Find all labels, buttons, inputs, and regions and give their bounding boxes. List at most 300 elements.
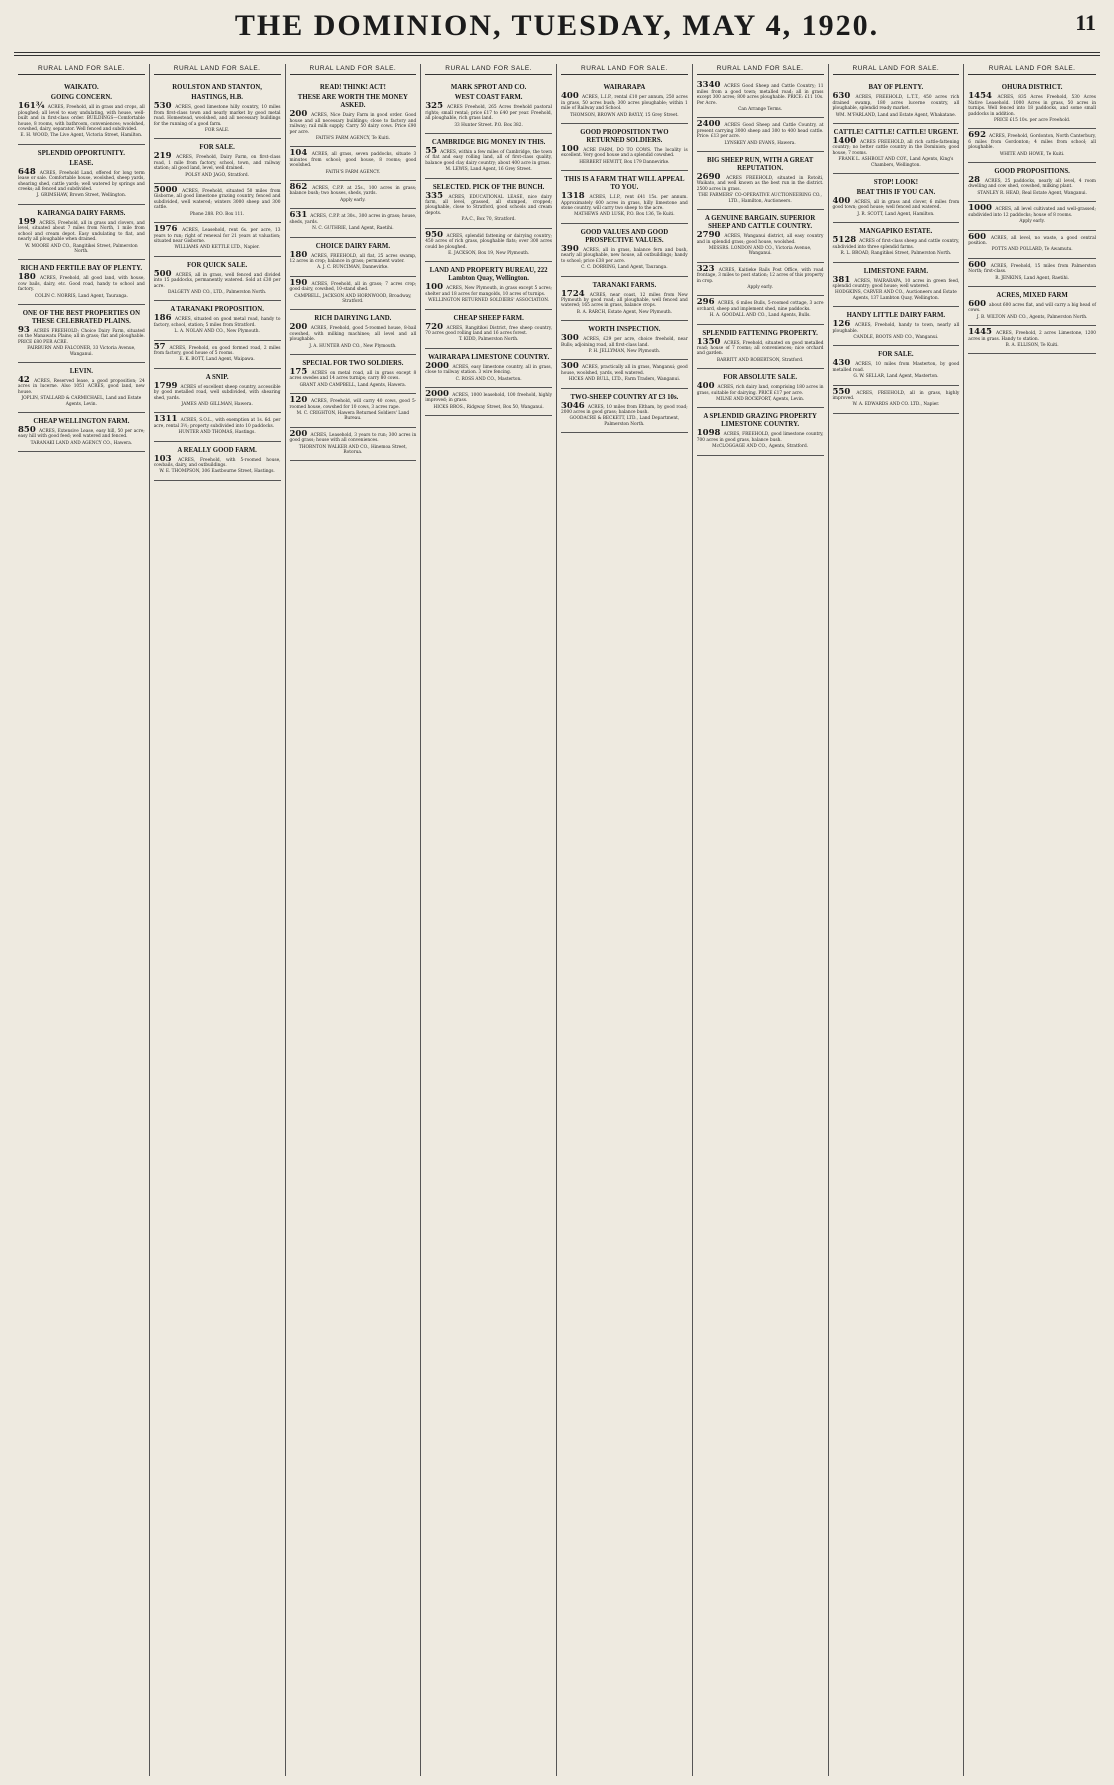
ad-heading: SPECIAL FOR TWO SOLDIERS. — [302, 359, 404, 367]
ad-body — [696, 172, 824, 192]
ad-body — [696, 230, 824, 245]
ad-body — [968, 130, 1097, 151]
ad-agent: J. GRIMSHAW, Brown Street, Wellington. — [36, 193, 127, 199]
ad-acreage: 323 — [696, 263, 719, 274]
ad-text: ACRES, WAIRARAPA, 10 acres in green feed, splendid country; good house; well watered. — [832, 278, 960, 289]
ad-body — [425, 101, 552, 122]
ad-agent: HODGKINS, CARVER AND CO., Auctioneers and Estate Agents, 137 Lambton Quay, Wellington. — [834, 290, 957, 301]
ad-acreage: 93 — [18, 324, 34, 335]
ad-acreage: 600 — [968, 231, 991, 242]
ad-agent: MATHEWS AND LUSK, P.O. Box 136, Te Kuiti. — [574, 212, 675, 218]
ad-acreage: 2400 — [696, 119, 725, 130]
classified-ad — [290, 181, 417, 209]
ad-acreage: 161¾ — [18, 101, 48, 112]
ad-agent: THOMSON, BROWN AND BAYLY, 15 Grey Street. — [570, 112, 679, 118]
classified-ad — [561, 360, 688, 388]
column-5 — [557, 64, 693, 1776]
ad-body — [289, 249, 417, 265]
ad-heading: ONE OF THE BEST PROPERTIES ON THESE CELEBRATED PLAINS. — [22, 309, 141, 325]
ad-body — [832, 319, 960, 334]
ad-heading: FOR SALE. — [199, 144, 235, 152]
ad-text: ACRES FREEHOLD; Choice Dairy Farm, situated on the Manawatu Plains; all in grass; flat and ploughable. PRICE £80 PER ACRE. — [18, 328, 145, 345]
ad-text: ACRES, 835 Acres Freehold, 530 Acres Native Leasehold. 1000 Acres in grass, 50 acres in turnips. Well fenced into 18 paddocks, and some small paddocks in addition. — [968, 95, 1096, 117]
ad-agent: P.A.C., Box 70, Stratford. — [461, 217, 516, 223]
ad-agent: J. A. HUNTER AND CO., New Plymouth. — [309, 343, 397, 349]
ad-agent: Phone 288. P.O. Box 111. — [189, 211, 245, 217]
ad-heading: WAIKATO. — [64, 84, 99, 92]
ad-heading: STOP! LOOK! — [873, 179, 918, 187]
ad-heading: KAIRANGA DAIRY FARMS. — [37, 209, 126, 217]
ad-acreage: 631 — [289, 210, 311, 221]
ad-acreage: 1098 — [696, 428, 724, 439]
column-1 — [14, 64, 150, 1776]
ad-agent: GOODACRE & BECKETT, LTD., Land Department, Palmerston North. — [569, 416, 680, 427]
ad-body — [289, 109, 417, 135]
ad-heading: GOOD PROPOSITION TWO RETURNED SOLDIERS. — [580, 129, 669, 145]
ad-body — [696, 263, 824, 284]
ad-text: ACRES of first-class sheep and cattle country, subdivided into three splendid farms. — [832, 239, 960, 250]
classified-ad — [18, 79, 145, 144]
classified-ad — [561, 79, 688, 124]
ad-body — [18, 272, 145, 293]
classified-ad — [18, 363, 145, 413]
ad-agent: WHITE AND HOWE, Te Kuiti. — [999, 151, 1065, 157]
ad-body — [696, 80, 824, 106]
ad-text: ACRES, FREEHOLD, all flat, 25 acres swamp, 12 acres in crop; balance in grass; permanent water. — [289, 253, 417, 264]
ad-acreage: 200 — [289, 322, 311, 333]
classified-ad — [290, 209, 417, 237]
ad-text: ACRES, Freehold, 15 miles from Palmerston North; first-class. — [968, 263, 1096, 275]
ad-heading: FOR ABSOLUTE SALE. — [723, 374, 798, 382]
ad-text: ACRES, Freehold, 2 acres Limestone, 1200 acres in grass. Handy to station. — [968, 331, 1096, 342]
ad-acreage: 28 — [968, 175, 985, 186]
ad-text: ACRES, Freehold, all good land, with house, cow bails, dairy, etc. Good road, handy to school and factory. — [18, 276, 145, 293]
column-header: RURAL LAND FOR SALE. — [425, 64, 552, 75]
ad-body — [425, 388, 552, 404]
classified-ad — [425, 310, 552, 349]
ad-text: ACRES, within a few miles of Cambridge, the town of flat and easy rolling land, all of first-class quality, balance good clay dairy country; about 400 acre in grass. — [425, 150, 552, 166]
ad-agent: R. JENKINS, Land Agent, Raetihi. — [995, 275, 1069, 281]
classified-ad — [561, 124, 688, 171]
ad-body — [153, 380, 281, 401]
ad-agent: W. A. EDWARDS AND CO. LTD., Napier. — [852, 402, 940, 408]
classified-ad — [833, 174, 960, 223]
ad-heading: RICH AND FERTILE BAY OF PLENTY. — [20, 265, 143, 273]
classified-ad — [697, 325, 824, 370]
classified-ad — [833, 346, 960, 385]
ad-heading: TARANAKI FARMS. — [592, 281, 657, 289]
ad-acreage: 120 — [289, 395, 312, 406]
ad-acreage: 126 — [832, 319, 855, 330]
classified-ad — [290, 310, 417, 355]
ad-acreage: 1454 — [968, 91, 998, 102]
ad-body — [968, 175, 1096, 190]
ad-agent: HUNTER AND THOMAS, Hastings. — [178, 430, 256, 436]
ad-text: ACRES, Extensive Lease, easy hill, 50 per acre; easy hill with good feed; well watered and fenced. — [18, 429, 145, 440]
ad-acreage: 296 — [696, 297, 718, 308]
classified-ad — [425, 388, 552, 416]
ad-heading: BAY OF PLENTY. — [868, 84, 924, 92]
ad-text: ACRE FARM, DO TO COWS. The locality is excellent. Very good house and a splendid cowshed. — [561, 148, 688, 159]
ad-acreage: 530 — [153, 101, 176, 112]
ad-text: ACRES, Freehold Land, offered for long term lease or sale. Comfortable house, woolshed, sheep yards, shearing shed, cattle yards; well watered by springs and creeks; all fenced and subdivided. — [18, 170, 145, 193]
ad-acreage: 850 — [18, 425, 40, 435]
ad-acreage: 430 — [832, 358, 856, 369]
classified-ad — [154, 257, 281, 302]
ad-text: ACRES, 10 miles from Eltham, by good road; 2000 acres in good grass; balance bush. — [561, 404, 688, 415]
ad-agent: J. R. SCOTT, Land Agent, Hamilton. — [857, 211, 935, 217]
ad-subheading: BEAT THIS IF YOU CAN. — [856, 189, 936, 197]
classified-ad — [697, 79, 824, 118]
ad-acreage: 400 — [561, 91, 583, 102]
ad-agent: E. JACKSON, Box 19, New Plymouth. — [448, 250, 530, 256]
ad-text: ACRES, Freehold, all in grass and clovers, and level, situated about 7 miles from North, 1 mile from school and cream depot. Easy undulating to flat, and nearly all ploughable when drained. — [18, 220, 145, 243]
ad-acreage: 500 — [153, 268, 176, 279]
classified-ad — [968, 231, 1096, 259]
ad-acreage: 1000 — [968, 203, 996, 214]
ad-agent: H. A. GOODALL AND CO., Land Agents, Bulls. — [709, 313, 811, 319]
ad-acreage: 100 — [425, 282, 447, 293]
ad-text: ACRES, Leasehold, 3 years to run; 300 acres in good grass; house with all conveniences. — [289, 432, 417, 444]
ad-agent: E. H. WOOD, The Live Agent, Victoria Street, Hamilton. — [20, 133, 143, 139]
ad-agent: M. C. CRIGHTON, Hawera Returned Soldiers' Land Bureau. — [296, 411, 410, 422]
classified-ad — [18, 413, 145, 452]
ad-text: about 600 acres flat, and will carry a big head of cows. — [968, 302, 1097, 314]
ad-body — [425, 360, 552, 376]
ad-body — [968, 91, 1096, 117]
ad-acreage: 186 — [153, 313, 176, 324]
ad-agent: L. A. NOLAN AND CO., New Plymouth. — [174, 329, 260, 335]
classified-ad — [561, 321, 688, 360]
column-6 — [693, 64, 829, 1776]
ad-acreage: 400 — [832, 196, 855, 207]
ad-acreage: 2690 — [696, 172, 727, 183]
ad-heading: FOR QUICK SALE. — [187, 261, 248, 269]
ad-acreage: 390 — [561, 243, 584, 254]
ad-subheading: HASTINGS, H.B. — [191, 94, 243, 102]
classified-ad — [18, 260, 145, 305]
ad-acreage: 57 — [153, 341, 170, 352]
ad-text: ACRES, situated on good metal road, handy to factory, school, station; 5 miles from Stratford. — [153, 317, 281, 328]
ad-body — [153, 151, 281, 172]
column-header: RURAL LAND FOR SALE. — [833, 64, 960, 75]
ad-acreage: 335 — [425, 190, 449, 201]
ad-text: ACRES, Nice Dairy Farm in good order. Good house and all necessary buildings; close to factory and railway; rail milk supply. Carry 50 dairy cows. Price £90 per acre. — [289, 113, 417, 135]
ad-agent: C. ROSS AND CO., Masterton. — [455, 376, 522, 382]
ad-text: ACRES, easy limestone country, all in grass, close to railway station. 3 wire fencing. — [425, 364, 552, 376]
ad-agent: CAMPBELL, JACKSON AND HORNWOOD, Broadway, Stratford. — [294, 293, 412, 304]
masthead-rule-2 — [14, 55, 1100, 56]
ad-agent: CANDLE, BOOTS AND CO., Wanganui. — [853, 334, 939, 340]
ad-agent: R. L. BROAD, Rangitikei Street, Palmerston North. — [840, 251, 952, 257]
column-header: RURAL LAND FOR SALE. — [290, 64, 417, 75]
ad-heading: FOR SALE. — [878, 351, 914, 359]
ad-agent: P. H. JELLYMAN, New Plymouth. — [588, 348, 661, 354]
ad-agent: A. J. C. RUNCIMAN, Dannevirke. — [317, 265, 389, 271]
newspaper-title: THE DOMINION, TUESDAY, MAY 4, 1920. — [234, 9, 880, 42]
ad-heading: ACRES, MIXED FARM — [996, 291, 1068, 299]
ad-body — [153, 185, 281, 211]
ad-heading: OHURA DISTRICT. — [1001, 84, 1063, 92]
ad-body — [968, 327, 1096, 342]
ad-body — [968, 231, 1097, 247]
ad-acreage: 630 — [832, 91, 856, 102]
classified-ad — [968, 326, 1096, 354]
ad-agent: C. C. DORRING, Land Agent, Tauranga. — [581, 265, 668, 271]
column-header: RURAL LAND FOR SALE. — [968, 64, 1096, 75]
ad-text: ACRES, FREEHOLD, all in grass, highly improved. — [832, 390, 960, 401]
ad-text: ACRES, Freehold, all in grass; 7 acres crop; good dairy, cowshed, 10-stand shed. — [289, 281, 417, 293]
ad-agent: FAITH'S FARM AGENCY, Te Kuiti. — [315, 136, 390, 142]
ad-agent: M. LEWIS, Land Agent, 16 Grey Street. — [445, 167, 532, 173]
ad-acreage: 1976 — [153, 224, 183, 235]
ad-body — [425, 190, 553, 217]
ad-body — [289, 182, 417, 197]
classified-ad — [697, 296, 824, 324]
ad-agent: JAMES AND GILLMAN, Hawera. — [181, 402, 253, 407]
classified-ad — [968, 79, 1096, 129]
ad-acreage: 55 — [425, 146, 441, 157]
ad-heading: A SNIP. — [205, 373, 229, 381]
classified-ad — [154, 301, 281, 340]
ad-agent: WELLINGTON RETURNED SOLDIERS' ASSOCIATION. — [428, 298, 550, 304]
ad-heading: GOOD PROPOSITIONS. — [994, 168, 1070, 176]
ad-text: ACRES, Reserved lease, a good proposition; 24 acres in lucerne. Also 1051 ACRES, good land, new house. — [18, 378, 145, 395]
ad-heading: CAMBRIDGE BIG MONEY IN THIS. — [431, 139, 546, 147]
ad-text: ACRES, FREEHOLD, L.T.T., 450 acres rich drained swamp, 180 acres lucerne country, all ploughable, splendid ready market. — [832, 95, 960, 112]
ad-body — [696, 381, 824, 396]
ad-agent: PRICE £15 10s. per acre Freehold. — [994, 118, 1071, 124]
ad-heading: SPLENDID OPPORTUNITY. — [37, 149, 125, 157]
ad-agent: B. A. RARCH, Estate Agent, New Plymouth. — [576, 309, 673, 315]
ad-body — [561, 144, 688, 159]
ad-body — [561, 333, 688, 348]
ad-acreage: 104 — [289, 148, 312, 159]
ad-acreage: 1350 — [696, 336, 724, 347]
ad-heading: RICH DAIRYING LAND. — [314, 315, 392, 323]
ad-body — [289, 210, 417, 225]
ad-text: ACRES, Freehold, situated on good metalled road; house of 7 rooms; all conveniences; nice orchard and garden. — [696, 340, 824, 357]
ad-agent: FAIRBURN AND FALCONER, 33 Victoria Avenue, Wanganui. — [27, 346, 136, 357]
ad-text: ACRES, Freehold, good 5-roomed house, 8-bail cowshed, with milking machines; all level and all ploughable. — [289, 326, 417, 343]
ad-text: ACRES, rich dairy land, comprising 180 acres in grass, suitable for dairying. PRICE £17 per acre. — [696, 385, 824, 396]
ad-acreage: 550 — [832, 386, 857, 397]
ad-text: ACRES, FREEHOLD, good limestone country, 700 acres in good grass, balance bush. — [696, 432, 824, 443]
ad-text: ACRES, 6 miles Bulls, 5-roomed cottage, 3 acre orchard, sheep and implement shed, nine paddocks. — [696, 301, 824, 312]
ad-text: ACRES, L.I.P., rent £41 15s. per annum. Approximately 600 acres in grass, hilly limestone and stone country, will carry two sheep to the acre. — [561, 195, 688, 212]
ad-body — [968, 259, 1096, 275]
column-7 — [829, 64, 965, 1776]
classified-ad — [968, 259, 1096, 287]
ad-agent: BARRITT AND ROBERTSON, Stratford. — [716, 357, 804, 363]
ad-body — [696, 119, 824, 140]
classified-ad — [290, 79, 417, 147]
ad-body — [18, 166, 145, 193]
classified-ad — [968, 163, 1096, 202]
ad-acreage: 200 — [289, 428, 311, 439]
ad-agent: Apply early. — [747, 284, 773, 290]
ad-body — [289, 322, 417, 343]
ad-text: ACRES Freehold, 265 Acres freehold pastoral rights; small rental; price £17 to £40 per year. Freehold, all ploughable, rich grass land. — [425, 105, 552, 122]
classified-ad — [697, 263, 824, 297]
ad-acreage: 5128 — [832, 235, 860, 246]
column-2 — [150, 64, 286, 1776]
ad-agent: THE FARMERS' CO-OPERATIVE AUCTIONEERING CO., LTD., Hamilton, Auctioneers. — [698, 193, 822, 204]
ad-body — [425, 282, 552, 297]
page-number: 11 — [1075, 10, 1096, 35]
classified-ad — [290, 355, 417, 394]
classified-ad — [154, 139, 281, 184]
column-header: RURAL LAND FOR SALE. — [561, 64, 688, 75]
ad-heading: THIS IS A FARM THAT WILL APPEAL TO YOU. — [564, 176, 685, 192]
ad-text: ACRES, all in grass, well fenced and divided into 15 paddocks, permanently watered. Sold at £30 per acre. — [153, 272, 281, 289]
ad-agent: B. A. ELLISON, Te Kuiti. — [1005, 342, 1059, 348]
ad-agent: DALGETY AND CO., LTD., Palmerston North. — [167, 289, 267, 295]
ad-text: ACRES, Freehold, situated 50 miles from Gisborne, all good limestone grazing country, fenced and subdivided, well watered; winters 3000 sheep and 300 cattle. — [153, 189, 281, 211]
ad-body — [289, 395, 417, 410]
classified-ad — [290, 238, 417, 277]
ad-heading: A SPLENDID GRAZING PROPERTY LIMESTONE COUNTRY. — [703, 413, 817, 429]
ad-agent: Can Arrange Terms. — [738, 107, 783, 113]
ad-body — [153, 341, 281, 357]
ad-heading: CHEAP WELLINGTON FARM. — [33, 418, 130, 425]
classified-columns — [14, 64, 1100, 1776]
column-header: RURAL LAND FOR SALE. — [697, 64, 824, 75]
ad-agent: McCLOGGAGE AND CO., Agents, Stratford. — [712, 444, 809, 450]
classified-ad — [968, 129, 1096, 163]
ad-text: ACRES, Kaitieke Rails Post Office, with road frontage, 3 miles to post station; 12 acres of this property in crop. — [696, 267, 824, 284]
ad-text: ACRES on metal road, all in grass except 8 acres swedes and 14 acres turnips; carry 80 cows. — [289, 370, 417, 382]
ad-heading: TWO-SHEEP COUNTRY AT £3 10s. — [570, 393, 679, 401]
ad-acreage: 600 — [968, 259, 991, 270]
classified-ad — [290, 428, 417, 462]
ad-acreage: 2000 — [425, 388, 453, 399]
classified-ad — [154, 341, 281, 369]
ad-body — [832, 386, 960, 402]
classified-ad — [18, 305, 145, 363]
ad-agent: N. C. GUTHRIE, Land Agent, Raetihi. — [312, 226, 394, 232]
ad-acreage: 200 — [289, 109, 312, 120]
ad-acreage: 862 — [289, 182, 313, 193]
classified-ad — [697, 369, 824, 408]
ad-body — [153, 268, 281, 289]
ad-body — [18, 425, 145, 440]
ad-text: ACRES, all level, no waste, a good central position. — [968, 235, 1097, 246]
ad-agent: TARANAKI LAND AND AGENCY CO., Hawera. — [30, 440, 133, 446]
ad-agent: COLIN C. NORRIS, Land Agent, Tauranga. — [34, 293, 128, 299]
ad-agent: STANLEY R. HEAD, Real Estate Agent, Wanganui. — [977, 190, 1087, 196]
ad-acreage: 720 — [425, 321, 447, 332]
ad-acreage: 3340 — [696, 80, 725, 91]
ad-body — [425, 146, 552, 166]
classified-ad — [697, 118, 824, 152]
ad-agent: WILLIAMS AND KETTLE LTD., Napier. — [174, 245, 260, 251]
classified-ad — [425, 349, 552, 388]
classified-ad — [561, 224, 688, 277]
classified-ad — [968, 287, 1096, 326]
classified-ad — [833, 79, 960, 124]
classified-ad — [18, 205, 145, 260]
ad-acreage: 180 — [18, 272, 41, 283]
ad-acreage: 2790 — [696, 230, 725, 241]
classified-ad — [833, 307, 960, 346]
classified-ad — [154, 442, 281, 481]
ad-agent: G. W. SELLAR, Land Agent, Masterton. — [853, 374, 939, 380]
ad-text: ACRES FREEHOLD, situated in Rotoiti, Waikato, and well known as the best run in the district. 2500 acres in grass. — [696, 176, 824, 192]
classified-ad — [561, 389, 688, 434]
ad-agent: HICKS AND BULL, LTD., Farm Traders, Wanganui. — [568, 377, 681, 383]
ad-heading: A REALLY GOOD FARM. — [177, 446, 257, 454]
ad-agent: T. KIDD, Palmerston North. — [458, 337, 519, 343]
ad-agent: Apply early. — [1019, 219, 1045, 225]
ad-body — [153, 453, 281, 469]
ad-acreage: 300 — [561, 361, 582, 372]
masthead — [0, 0, 1114, 52]
ad-heading: CATTLE! CATTLE! CATTLE! URGENT. — [833, 129, 959, 137]
ad-heading: SPLENDID FATTENING PROPERTY. — [702, 329, 818, 337]
ad-body — [18, 324, 145, 345]
classified-ad — [697, 210, 824, 263]
ad-agent: LYNSKEY AND EVANS, Hawera. — [724, 140, 796, 146]
classified-ad — [833, 263, 960, 308]
ad-text: ACRES, Leasehold, rent 6s. per acre, 13 years to run; right of renewal for 21 years at valuation; situated near Gisborne. — [153, 228, 281, 244]
ad-acreage: 175 — [289, 366, 312, 377]
classified-ad — [833, 223, 960, 262]
ad-acreage: 2000 — [425, 360, 453, 371]
ad-agent: Apply early. — [340, 197, 366, 203]
classified-ad — [425, 262, 552, 309]
ad-heading: SELECTED. PICK OF THE BUNCH. — [432, 183, 545, 191]
ad-agent: FAITH'S FARM AGENCY. — [325, 169, 381, 175]
masthead-rule — [14, 52, 1100, 53]
ad-heading: WORTH INSPECTION. — [588, 326, 661, 334]
classified-ad — [833, 124, 960, 174]
classified-ad — [18, 145, 145, 205]
ad-text: ACRES, Freehold, all in grass and crops, all ploughed; all level to easy undulating, with house, well-built and in first-class order. BUILDINGS—Comfortable house, 8 rooms, with bathroom, conveniences; woolshed, cowshed, dairy, separator. Well fenced and subdivided. — [18, 105, 145, 133]
ad-text: ACRES of excellent sheep country, accessible by good metalled road, well subdivided, with shearing shed, yards. — [153, 384, 281, 401]
ad-heading: WAIRARAPA — [603, 84, 646, 92]
ad-text: ACRES Good Sheep and Cattle Country, at present carrying 3000 sheep and 300 to 400 head cattle. Price: £13 per acre. — [696, 123, 824, 140]
ad-body — [561, 288, 688, 309]
ad-body — [153, 224, 281, 244]
ad-agent: W. E. THOMPSON, 306 Eastbourne Street, Hastings. — [159, 469, 275, 475]
column-header: RURAL LAND FOR SALE. — [154, 64, 281, 75]
column-8 — [964, 64, 1100, 1776]
classified-ad — [154, 79, 281, 139]
classified-ad — [968, 202, 1096, 230]
ad-heading: A TARANAKI PROPOSITION. — [170, 306, 264, 314]
classified-ad — [154, 369, 281, 414]
ad-acreage: 42 — [18, 374, 35, 385]
ad-text: ACRES, all in grass, balance fern and bush, nearly all ploughable, new house, all outbuildings; handy to school; price £38 per acre. — [561, 247, 688, 264]
ad-body — [425, 229, 552, 250]
ad-agent: MESSRS. LONDON AND CO., Victoria Avenue, Wanganui. — [708, 245, 812, 257]
column-4 — [421, 64, 557, 1776]
ad-body — [289, 148, 417, 169]
classified-ad — [561, 277, 688, 322]
ad-body — [289, 428, 417, 444]
ad-text: ACRES, near coast, 12 miles from New Plymouth by good road; all ploughable, well fenced and watered; 165 acres in grass, balance crops. — [561, 292, 688, 309]
classified-ad — [154, 413, 281, 441]
ad-text: ACRES, Freehold, with 5-roomed house, cowbails, dairy, and outbuildings. — [153, 457, 281, 469]
ad-acreage: 300 — [561, 333, 584, 344]
ad-body — [153, 313, 281, 328]
ad-agent: POTTS AND POLLARD, Te Awamutu. — [991, 247, 1073, 253]
ad-body — [561, 191, 688, 212]
ad-text: ACRES, Freehold, will carry 40 cows, good 5-roomed house, cowshed for 10 cows, 3 acres rape. — [289, 399, 417, 410]
ad-text: ACRES, good limestone hilly country, 10 miles from first-class town and nearly market by good metal road. Homestead, woolshed, and all necessary buildings for the running of a good farm. — [153, 105, 281, 127]
ad-acreage: 103 — [153, 453, 179, 464]
